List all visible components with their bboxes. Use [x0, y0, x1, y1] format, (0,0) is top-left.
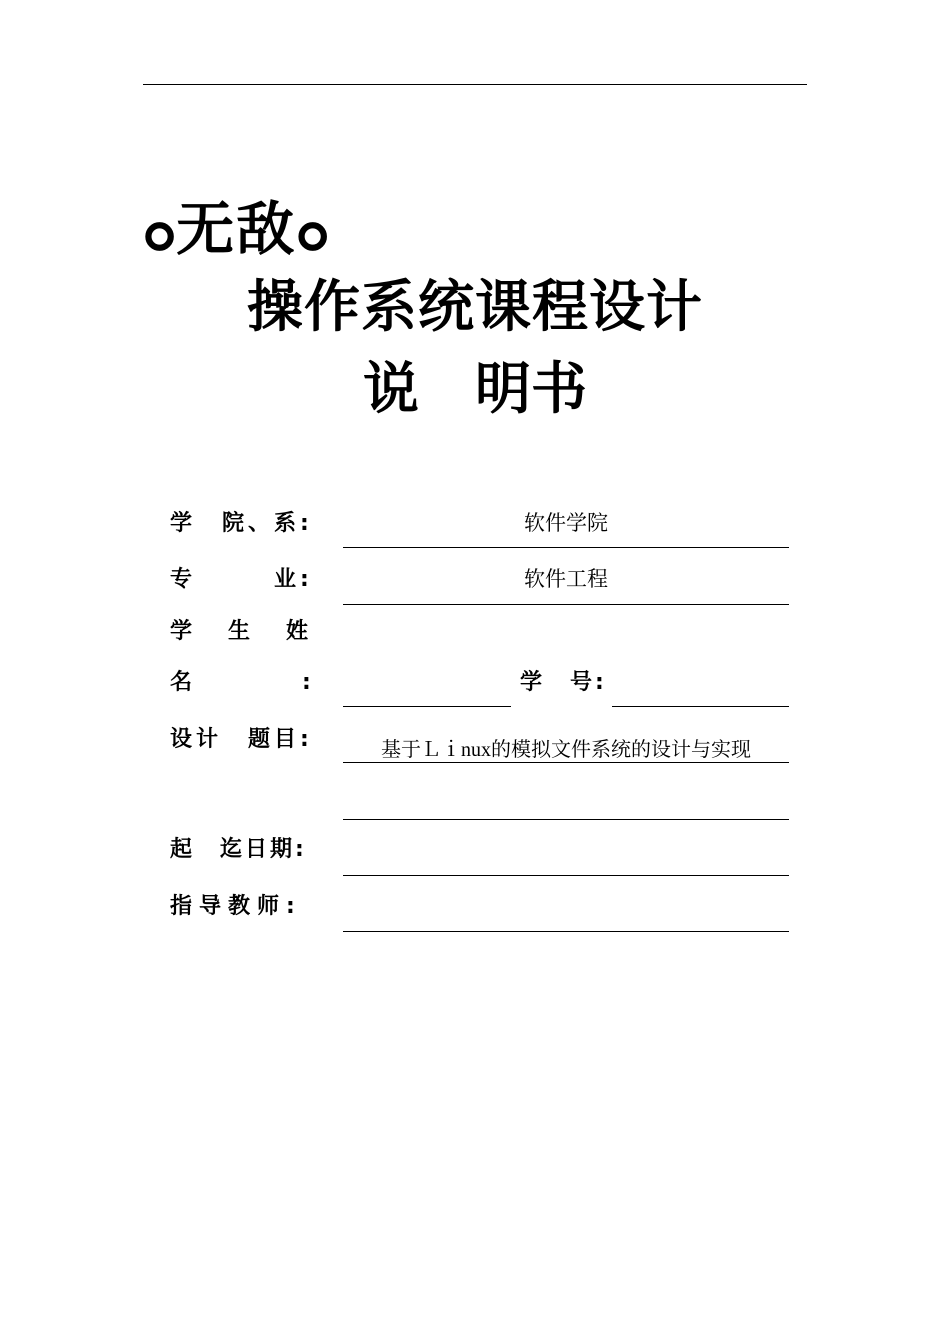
student-id-label: 学 号: [520, 670, 607, 695]
department-label: 学 院、系: [170, 511, 313, 536]
subtitle-part-b: 明书 [475, 357, 587, 422]
topic-underline-2 [343, 819, 789, 820]
advisor-label: 指导教师: [170, 894, 302, 919]
dates-underline [343, 875, 789, 876]
student-name-label-line2: 名 : [170, 670, 322, 695]
header-rule [143, 84, 807, 85]
document-title: 操作系统课程设计 [247, 275, 703, 340]
student-name-underline [343, 706, 511, 707]
student-name-label-line1: 学 生 姓 [170, 619, 316, 644]
major-value: 软件工程 [524, 567, 608, 591]
topic-label: 设计 题目: [170, 727, 313, 752]
student-id-underline [612, 706, 789, 707]
document-subtitle [0, 357, 950, 422]
dates-label: 起 迄日期: [170, 837, 307, 862]
department-underline [343, 547, 789, 548]
topic-underline [343, 762, 789, 763]
watermark-text: ߋ无敌ߋ [143, 195, 330, 263]
department-value: 软件学院 [524, 511, 608, 535]
topic-value: 基于Ｌｉnux的模拟文件系统的设计与实现 [381, 739, 751, 761]
advisor-underline [343, 931, 789, 932]
major-underline [343, 604, 789, 605]
subtitle-part-a: 说 [363, 357, 419, 422]
major-label: 专 业: [170, 567, 313, 592]
